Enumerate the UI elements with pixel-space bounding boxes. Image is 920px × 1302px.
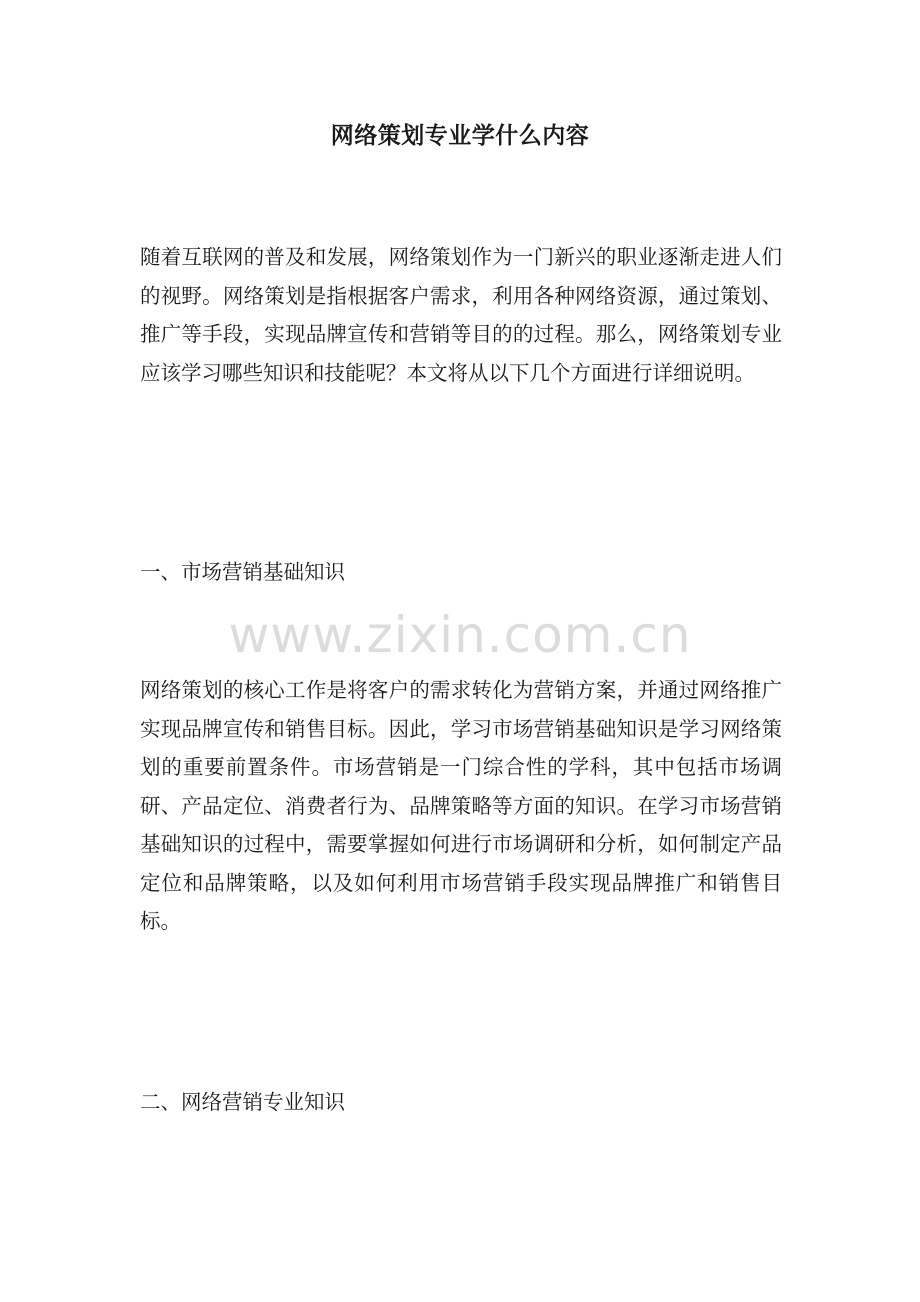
intro-paragraph: 随着互联网的普及和发展，网络策划作为一门新兴的职业逐渐走进人们的视野。网络策划是指根据客户需求，利用各种网络资源，通过策划、推广等手段，实现品牌宣传和营销等目的的过程。那么，网络策划专业应该学习哪些知识和技能呢？本文将从以下几个方面进行详细说明。 [140, 245, 782, 385]
section-heading-2: 二、网络营销专业知识 [140, 1090, 345, 1114]
document-title: 网络策划专业学什么内容 [330, 122, 590, 149]
watermark-text: www.zixin.com.cn [228, 606, 692, 664]
section-heading-1: 一、市场营销基础知识 [140, 560, 345, 584]
section-1-paragraph: 网络策划的核心工作是将客户的需求转化为营销方案，并通过网络推广实现品牌宣传和销售目标。因此，学习市场营销基础知识是学习网络策划的重要前置条件。市场营销是一门综合性的学科，其中包括市场调研、产品定位、消费者行为、品牌策略等方面的知识。在学习市场营销基础知识的过程中，需要掌握如何进行市场调研和分析，如何制定产品定位和品牌策略，以及如何利用市场营销手段实现品牌推广和销售目标。 [140, 678, 782, 933]
